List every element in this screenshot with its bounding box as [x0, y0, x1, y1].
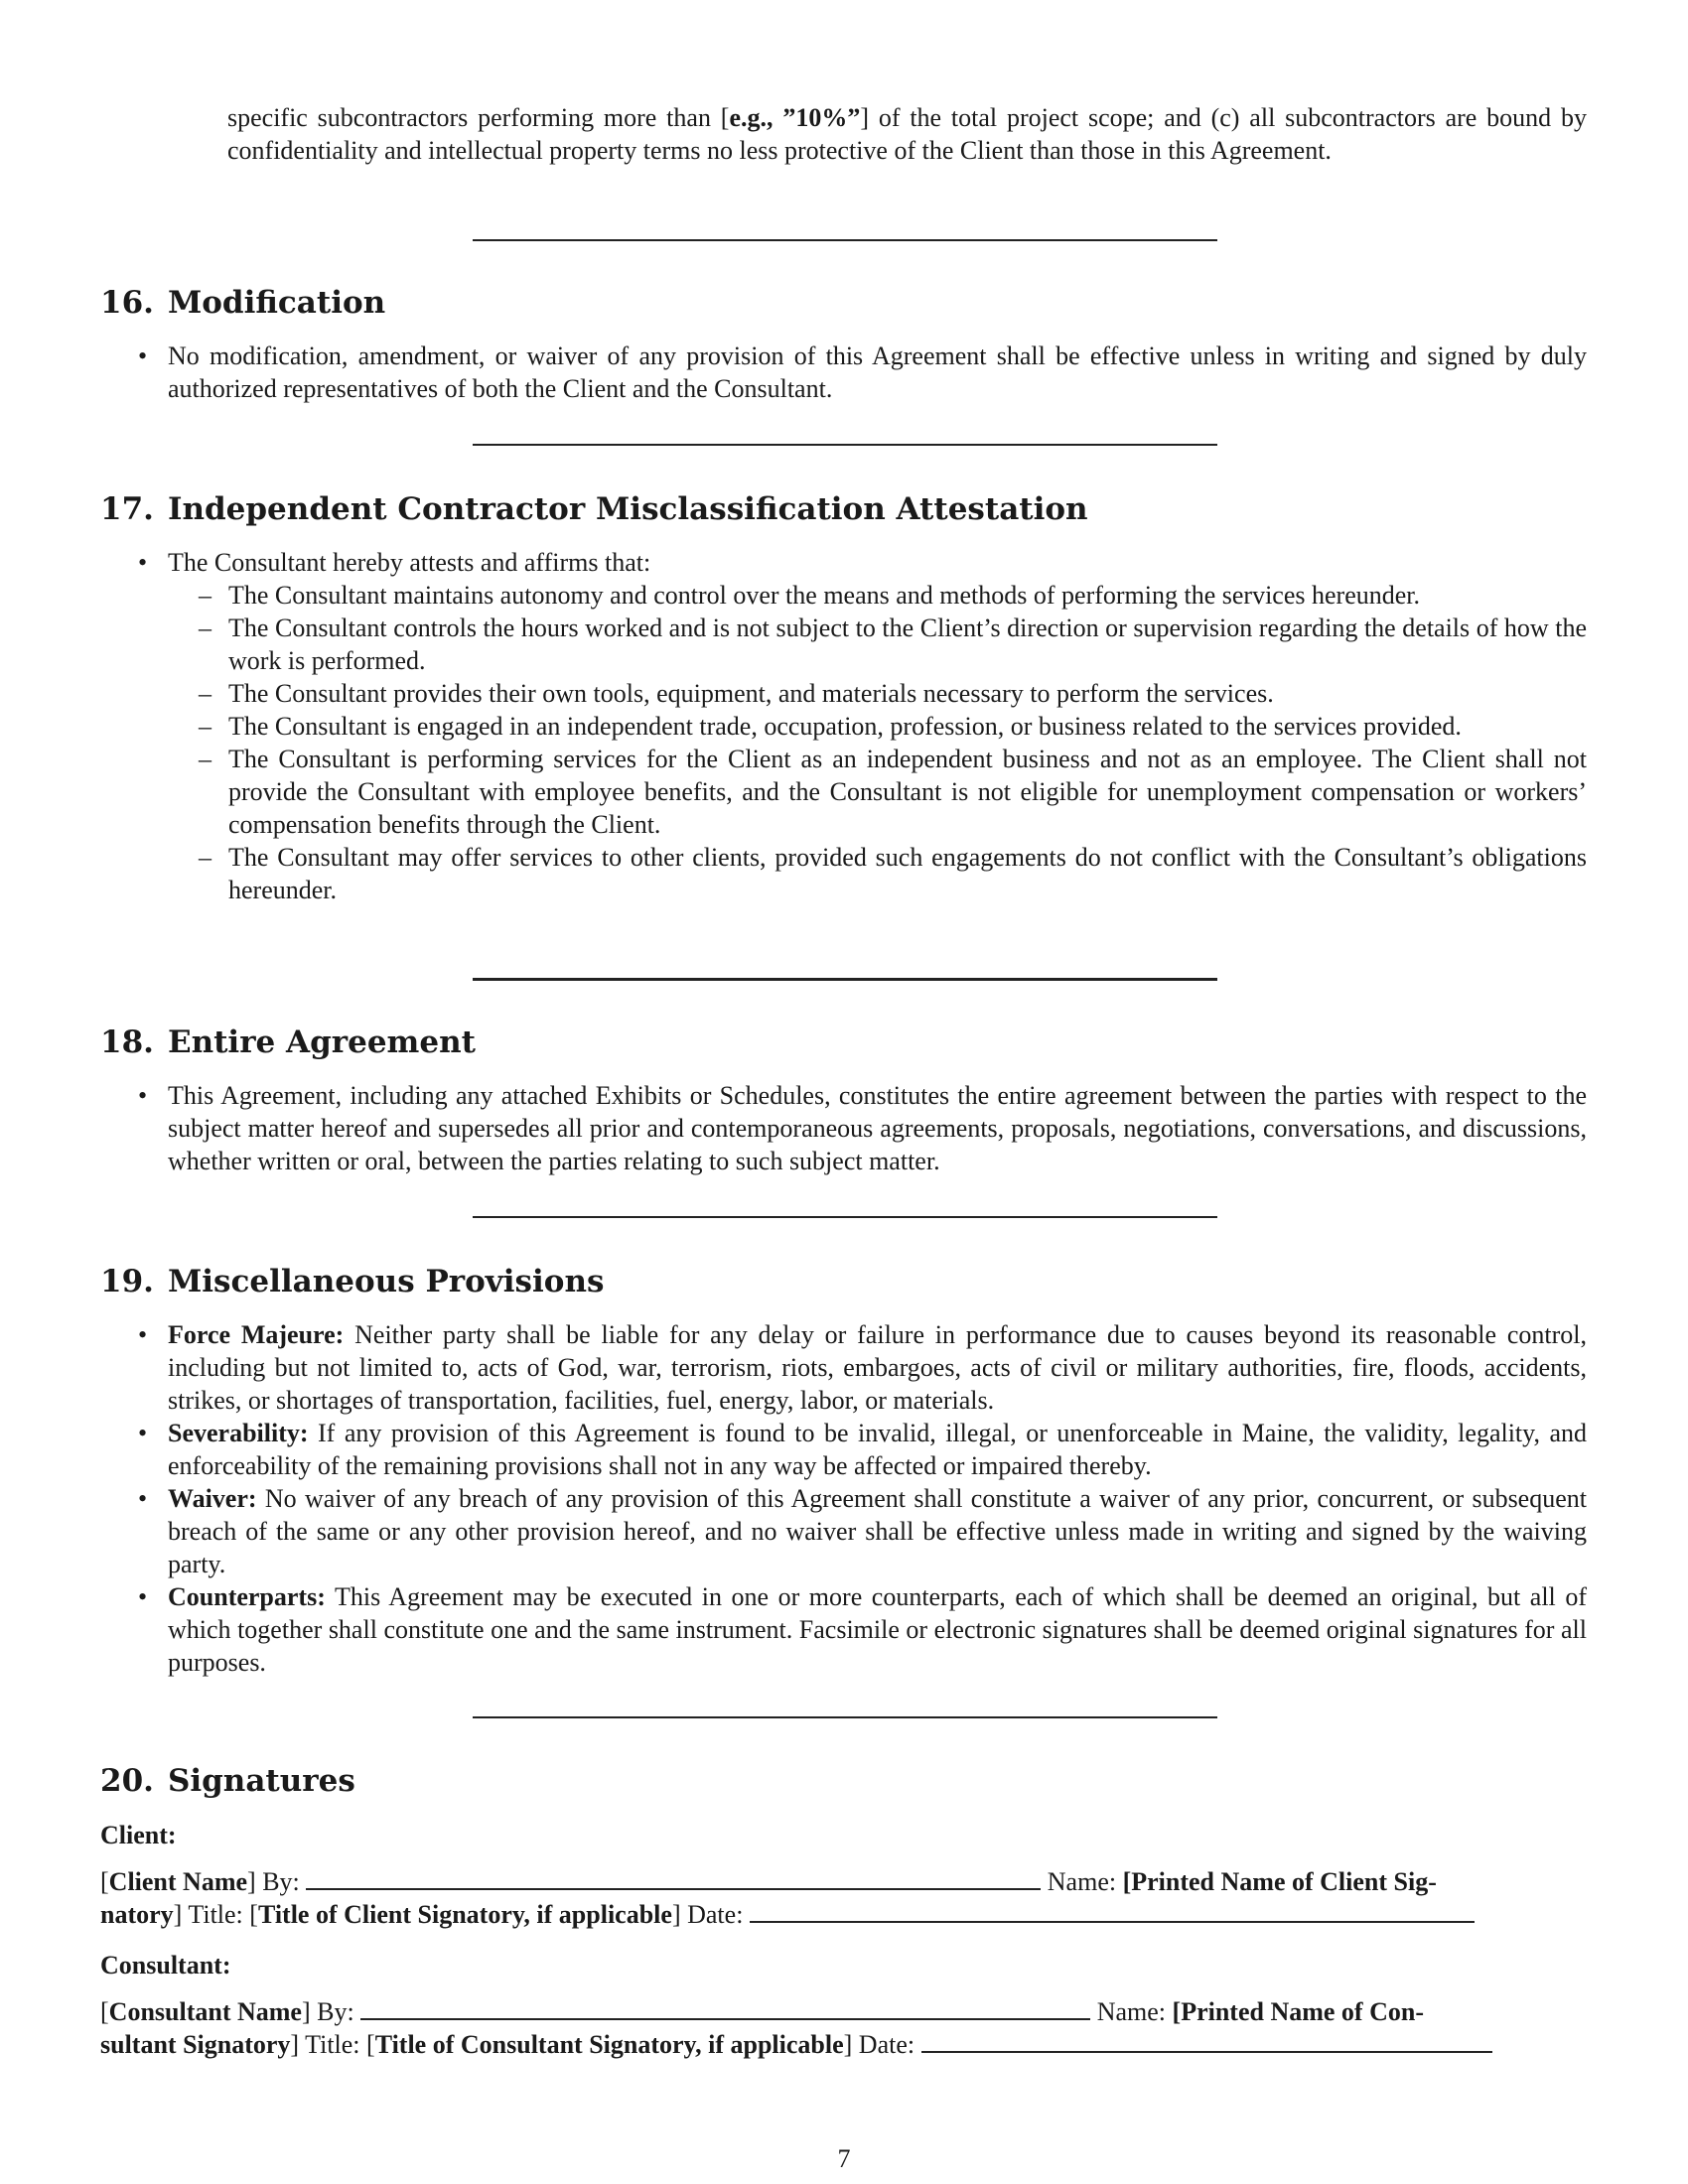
- section-heading-modification: 16. Modification: [100, 285, 386, 321]
- section-heading-signatures: 20. Signatures: [100, 1763, 355, 1799]
- dash-icon: –: [199, 614, 211, 642]
- subcontractor-threshold: e.g., ”10%”: [729, 103, 861, 132]
- list-item: • Severability: If any provision of this Agreement is found to be invalid, illegal, or unenforceable in Maine, the validity, legality, and enforceability of the remaining provisions shall not in any way be affected or impaired thereby.: [138, 1419, 1587, 1480]
- section-divider: [473, 239, 1217, 241]
- dash-icon: –: [199, 712, 211, 741]
- list-item: • No modification, amendment, or waiver of any provision of this Agreement shall be effective unless in writing and signed by duly authorized representatives of both the Client and the Consultant.: [138, 341, 1587, 403]
- list-item: • Force Majeure: Neither party shall be liable for any delay or failure in performance due to causes beyond its reasonable control, including but not limited to, acts of God, war, terrorism, riots, embargoes, acts of civil or military authorities, fire, floods, accidents, strikes, or shortages of transportation, facilities, fuel, energy, labor, or materials.: [138, 1320, 1587, 1415]
- section-heading-miscellaneous: 19. Miscellaneous Provisions: [100, 1264, 605, 1299]
- sublist-item: – The Consultant is engaged in an independent trade, occupation, profession, or business related to the services provided.: [199, 712, 1462, 741]
- page-number: 7: [837, 2144, 851, 2173]
- client-signature-field[interactable]: [306, 1866, 1041, 1890]
- client-signature-line: [Client Name] By: Name: [Printed Name of Client Sig-: [100, 1867, 1437, 1896]
- bullet-icon: •: [138, 1582, 148, 1611]
- consultant-label: Consultant:: [100, 1951, 231, 1979]
- consultant-signature-field[interactable]: [360, 1996, 1090, 2020]
- section-divider: [473, 978, 1217, 981]
- bullet-icon: •: [138, 1484, 148, 1513]
- sublist-item: – The Consultant provides their own tools, equipment, and materials necessary to perform the services.: [199, 679, 1274, 708]
- list-item: • Waiver: No waiver of any breach of any provision of this Agreement shall constitute a waiver of any prior, concurrent, or subsequent breach of the same or any other provision hereof, and no waiver shall be effective unless made in writing and signed by the waiving party.: [138, 1484, 1587, 1578]
- section-heading-entire-agreement: 18. Entire Agreement: [100, 1024, 476, 1060]
- bullet-icon: •: [138, 548, 148, 577]
- dash-icon: –: [199, 679, 211, 708]
- consultant-signature-line: [Consultant Name] By: Name: [Printed Name of Con-: [100, 1997, 1424, 2026]
- continuation-paragraph: specific subcontractors performing more than [e.g., ”10%”] of the total project scope; and (c) all subcontractors are bound by confidentiality and intellectual property terms no less protective of the Client than those in this Agreement.: [227, 103, 1587, 165]
- entire-agreement-list: [100, 1079, 1587, 1177]
- list-item: • The Consultant hereby attests and affirms that: – The Consultant maintains autonomy and control over the means and methods of performing the services hereunder. – The Consultant controls the hours worked and is not subject to the Client’s direction or supervision regarding the details of how the work is performed. – The Consultant provides their own tools, equipment, and materials necessary to perform the services. – The Consultant is engaged in an independent trade, occupation, profession, or business related to the services provided. – The Consultant is performing services for the Client as an independent business and not as an employee. The Client shall not provide the Consultant with employee benefits, and the Consultant is not eligible for unemployment compensation or workers’ compensation benefits through the Client. – The Consultant may offer services to other clients, provided such engagements do not conflict with the Consultant’s obligations hereunder.: [138, 548, 1587, 904]
- bullet-icon: •: [138, 1320, 148, 1349]
- bullet-icon: •: [138, 1081, 148, 1110]
- consultant-title-date-line: sultant Signatory] Title: [Title of Consultant Signatory, if applicable] Date:: [100, 2028, 1492, 2061]
- list-item: • Counterparts: This Agreement may be executed in one or more counterparts, each of which shall be deemed an original, but all of which together shall constitute one and the same instrument. Facsimile or electronic signatures shall be deemed original signatures for all purposes.: [138, 1582, 1587, 1677]
- consultant-date-field[interactable]: [921, 2029, 1492, 2053]
- modification-list: [100, 340, 1587, 405]
- client-date-field[interactable]: [750, 1899, 1475, 1923]
- list-item: • This Agreement, including any attached Exhibits or Schedules, constitutes the entire agreement between the parties with respect to the subject matter hereof and supersedes all prior and contemporaneous agreements, proposals, negotiations, conversations, and discussions, whether written or oral, between the parties relating to such subject matter.: [138, 1081, 1587, 1175]
- section-divider: [473, 444, 1217, 446]
- miscellaneous-list: [100, 1318, 1587, 1679]
- section-heading-attestation: 17. Independent Contractor Misclassification Attestation: [100, 491, 1088, 527]
- dash-icon: –: [199, 843, 211, 872]
- section-divider: [473, 1716, 1217, 1718]
- client-label: Client:: [100, 1821, 177, 1849]
- sublist-item: – The Consultant may offer services to other clients, provided such engagements do not conflict with the Consultant’s obligations hereunder.: [199, 843, 1587, 904]
- attestation-list: [100, 546, 1587, 906]
- dash-icon: –: [199, 581, 211, 610]
- section-divider: [473, 1216, 1217, 1218]
- client-title-date-line: natory] Title: [Title of Client Signatory, if applicable] Date:: [100, 1898, 1475, 1931]
- bullet-icon: •: [138, 1419, 148, 1447]
- attestation-sublist: [168, 579, 1587, 906]
- sublist-item: – The Consultant maintains autonomy and control over the means and methods of performing the services hereunder.: [199, 581, 1421, 610]
- bullet-icon: •: [138, 341, 148, 370]
- sublist-item: – The Consultant controls the hours worked and is not subject to the Client’s direction or supervision regarding the details of how the work is performed.: [199, 614, 1587, 675]
- sublist-item: – The Consultant is performing services for the Client as an independent business and not as an employee. The Client shall not provide the Consultant with employee benefits, and the Consultant is not eligible for unemployment compensation or workers’ compensation benefits through the Client.: [199, 745, 1587, 839]
- dash-icon: –: [199, 745, 211, 773]
